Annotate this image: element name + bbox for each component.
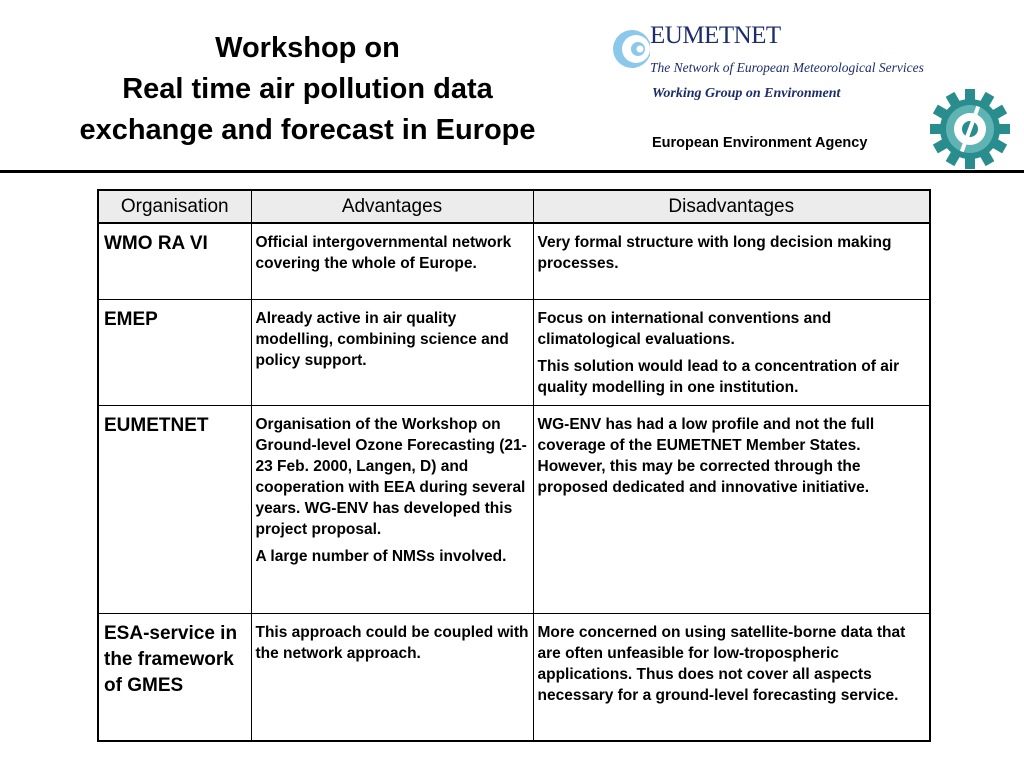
- column-header-organisation: Organisation: [98, 190, 251, 223]
- disadvantage-text: Very formal structure with long decision making processes.: [537, 234, 892, 272]
- disadvantage-text: Focus on international conventions and climatological evaluations.: [537, 309, 832, 348]
- table-row: [98, 299, 930, 405]
- eumetnet-name: EUMETNET: [650, 22, 781, 49]
- advantage-text: Organisation of the Workshop on Ground-level Ozone Forecasting (21-23 Feb. 2000, Langen, D) and cooperation with EEA during several years. WG-ENV has developed this project proposal.: [255, 415, 527, 538]
- working-group-label: Working Group on Environment: [652, 86, 841, 101]
- table-row: [98, 405, 930, 613]
- column-header-advantages: Advantages: [251, 190, 533, 223]
- page-title: [20, 28, 595, 151]
- disadvantages-cell: [533, 299, 930, 405]
- organisation-cell: ESA-service in the framework of GMES: [98, 613, 251, 741]
- table-row: [98, 613, 930, 741]
- title-line: Workshop on: [215, 32, 400, 64]
- header-divider: [0, 170, 1024, 173]
- table-header-row: [98, 190, 930, 223]
- disadvantages-cell: [533, 613, 930, 741]
- advantage-text: This approach could be coupled with the network approach.: [255, 623, 529, 662]
- disadvantage-text: More concerned on using satellite-borne data that are often unfeasible for low-tropospheric applications. Thus does not cover all aspects necessary for a ground-level forecasting service.: [537, 623, 906, 704]
- advantage-text: Already active in air quality modelling, combining science and policy support.: [255, 309, 509, 369]
- column-header-disadvantages: Disadvantages: [533, 190, 930, 223]
- advantage-text: A large number of NMSs involved.: [255, 547, 507, 565]
- eea-gear-logo-icon: [922, 88, 1018, 170]
- advantages-cell: [251, 223, 533, 299]
- advantages-cell: [251, 299, 533, 405]
- title-line: Real time air pollution data: [122, 73, 493, 105]
- organisation-cell: WMO RA VI: [98, 223, 251, 299]
- table-row: [98, 223, 930, 299]
- disadvantage-text: WG-ENV has had a low profile and not the full coverage of the EUMETNET Member States. However, this may be corrected through the proposed dedicated and innovative initiative.: [537, 415, 875, 496]
- advantages-cell: [251, 405, 533, 613]
- title-line: exchange and forecast in Europe: [79, 114, 536, 146]
- organisation-cell: EUMETNET: [98, 405, 251, 613]
- disadvantage-text: This solution would lead to a concentration of air quality modelling in one institution.: [537, 357, 900, 396]
- advantage-text: Official intergovernmental network covering the whole of Europe.: [255, 234, 512, 272]
- eumetnet-tagline: The Network of European Meteorological Services: [650, 60, 924, 75]
- disadvantages-cell: [533, 223, 930, 299]
- disadvantages-cell: [533, 405, 930, 613]
- organisation-cell: EMEP: [98, 299, 251, 405]
- eumetnet-logo-icon: [610, 18, 650, 80]
- advantages-cell: [251, 613, 533, 741]
- agency-label: European Environment Agency: [652, 135, 868, 151]
- comparison-table: [97, 189, 931, 742]
